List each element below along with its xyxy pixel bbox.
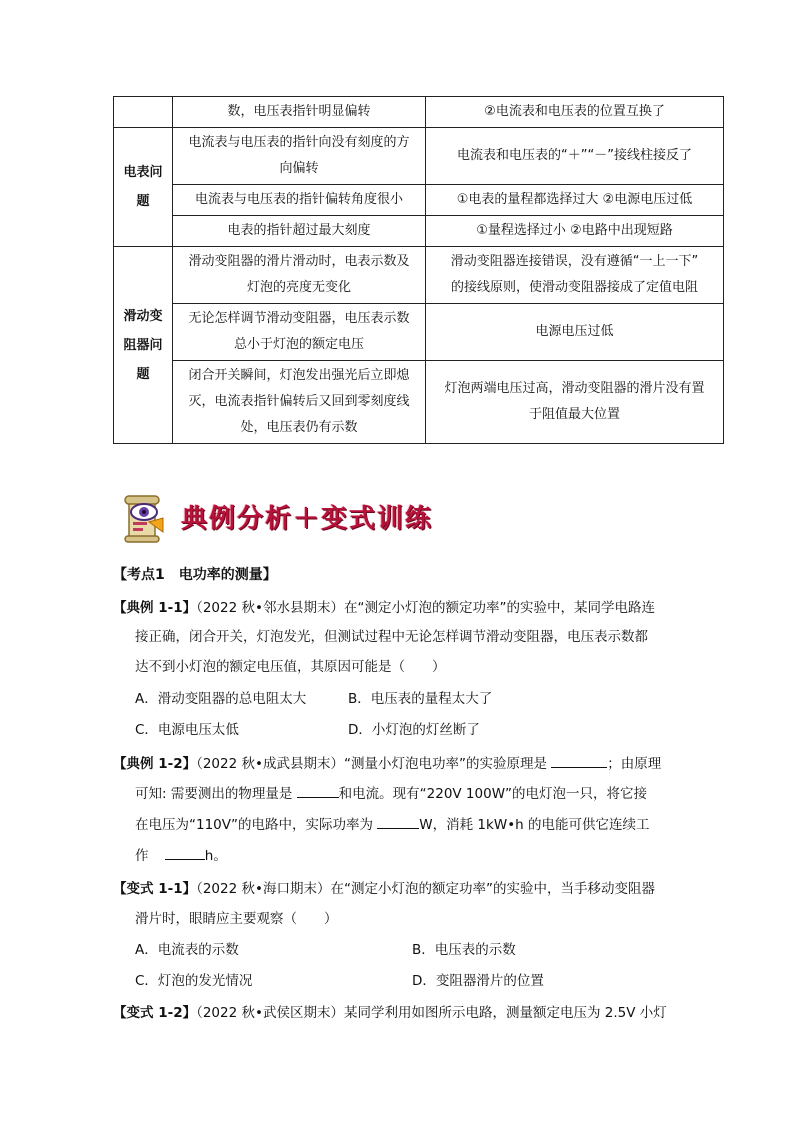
category-text: 电表问 xyxy=(123,165,163,180)
cell-text: 滑动变阻器的滑片滑动时，电表示数及 xyxy=(188,254,410,269)
example-1-2-line3 xyxy=(135,814,650,835)
answer-blank xyxy=(377,814,419,829)
table-cell xyxy=(426,97,724,128)
cell-text: 电流表和电压表的“＋”“－”接线柱接反了 xyxy=(457,148,692,163)
cell-text: 滑动变阻器连接错误，没有遵循“一上一下” xyxy=(450,254,699,269)
answer-blank xyxy=(297,783,339,798)
example-label: 【典例 1-2】 xyxy=(113,756,197,772)
cell-text: 的接线原则，使滑动变阻器接成了定值电阻 xyxy=(450,280,698,295)
option-a: A．滑动变阻器的总电阻太大 xyxy=(135,691,307,707)
category-text: 阻器问 xyxy=(123,337,163,353)
question-text: ；由原理 xyxy=(607,756,662,772)
table-row xyxy=(114,304,724,361)
example-1-2-line4 xyxy=(135,845,227,866)
example-1-2-line2 xyxy=(135,783,647,804)
variant-label: 【变式 1-1】 xyxy=(113,881,197,897)
table-row xyxy=(114,185,724,216)
table-cell xyxy=(114,97,173,128)
cell-text: 电表的指针超过最大刻度 xyxy=(227,223,371,238)
table-cell xyxy=(173,361,426,444)
question-text: （2022 秋•邻水县期末）在“测定小灯泡的额定功率”的实验中，某同学电路连 xyxy=(196,600,655,616)
variant-1-1-line1 xyxy=(113,879,655,899)
table-row xyxy=(114,361,724,444)
category-cell-meter xyxy=(114,128,173,247)
scroll-eye-icon xyxy=(119,492,169,544)
example-1-1-line1 xyxy=(113,598,655,618)
cell-text: 于阻值最大位置 xyxy=(528,407,620,422)
question-text: 和电流。现有“220V 100W”的电灯泡一只，将它接 xyxy=(338,786,648,802)
cell-text: 灯泡的亮度无变化 xyxy=(246,280,351,295)
cell-text: 总小于灯泡的额定电压 xyxy=(233,337,364,352)
table-cell xyxy=(426,216,724,247)
table-row xyxy=(114,247,724,304)
option-b: B．电压表的量程太大了 xyxy=(348,691,493,707)
table-cell xyxy=(173,216,426,247)
category-text: 题 xyxy=(136,194,150,209)
banner-title: 典例分析＋变式训练 xyxy=(181,504,434,534)
question-text: 可知: 需要测出的物理量是 xyxy=(135,786,293,802)
table-cell xyxy=(173,304,426,361)
table-cell xyxy=(173,185,426,216)
table-row xyxy=(114,97,724,128)
option-b: B．电压表的示数 xyxy=(412,942,516,958)
section-heading: 【考点1 电功率的测量】 xyxy=(113,567,277,583)
question-text: （2022 秋•武侯区期末）某同学利用如图所示电路，测量额定电压为 2.5V 小灯 xyxy=(196,1005,667,1021)
cell-text: 闭合开关瞬间，灯泡发出强光后立即熄 xyxy=(188,368,410,383)
cell-text: 向偏转 xyxy=(279,161,319,176)
variant-label: 【变式 1-2】 xyxy=(113,1005,197,1021)
category-text: 题 xyxy=(136,366,150,382)
option-a: A．电流表的示数 xyxy=(135,942,239,958)
question-text: 作 xyxy=(135,848,149,864)
question-text: 达不到小灯泡的额定电压值，其原因可能是（ ） xyxy=(135,659,446,675)
cell-text: ①电表的量程都选择过大 ②电源电压过低 xyxy=(456,192,693,207)
option-c: C．灯泡的发光情况 xyxy=(135,973,253,989)
question-text: （2022 秋•海口期末）在“测定小灯泡的额定功率”的实验中，当手移动变阻器 xyxy=(196,881,655,897)
cell-text: ①量程选择过小 ②电路中出现短路 xyxy=(476,223,673,238)
table-cell xyxy=(173,247,426,304)
table-cell xyxy=(426,185,724,216)
option-d: D．变阻器滑片的位置 xyxy=(412,973,544,989)
table-cell xyxy=(426,128,724,185)
table-row xyxy=(114,216,724,247)
question-text: 在电压为“110V”的电路中，实际功率为 xyxy=(135,817,373,833)
table-cell xyxy=(426,361,724,444)
category-text: 滑动变 xyxy=(123,308,163,324)
question-text: h。 xyxy=(204,848,227,864)
example-label: 【典例 1-1】 xyxy=(113,600,197,616)
cell-text: 电源电压过低 xyxy=(535,324,614,339)
cell-text: ②电流表和电压表的位置互换了 xyxy=(484,104,665,119)
cell-text: 无论怎样调节滑动变阻器，电压表示数 xyxy=(188,311,410,326)
answer-blank xyxy=(165,845,205,860)
cell-text: 灭，电流表指针偏转后又回到零刻度线 xyxy=(188,394,410,409)
cell-text: 电流表与电压表的指针偏转角度很小 xyxy=(194,192,403,207)
question-text: （2022 秋•成武县期末）“测量小灯泡电功率”的实验原理是 xyxy=(196,756,547,772)
question-text: W，消耗 1kW•h 的电能可供它连续工 xyxy=(419,817,650,833)
option-d: D．小灯泡的灯丝断了 xyxy=(348,722,480,738)
answer-blank xyxy=(551,753,607,768)
table-cell xyxy=(426,304,724,361)
table-cell xyxy=(173,128,426,185)
cell-text: 处，电压表仍有示数 xyxy=(240,420,358,435)
cell-text: 电流表与电压表的指针向没有刻度的方 xyxy=(188,135,410,150)
section-banner xyxy=(119,490,459,546)
variant-1-2-line1 xyxy=(113,1003,667,1023)
table-cell xyxy=(173,97,426,128)
option-c: C．电源电压太低 xyxy=(135,722,239,738)
question-text: 滑片时，眼睛应主要观察（ ） xyxy=(135,911,338,927)
table-row xyxy=(114,128,724,185)
question-text: 接正确，闭合开关，灯泡发光，但测试过程中无论怎样调节滑动变阻器，电压表示数都 xyxy=(135,629,648,645)
example-1-2-line1 xyxy=(113,753,661,774)
troubleshooting-table xyxy=(113,96,724,444)
cell-text: 灯泡两端电压过高，滑动变阻器的滑片没有置 xyxy=(444,381,705,396)
category-cell-rheostat xyxy=(114,247,173,444)
cell-text: 数，电压表指针明显偏转 xyxy=(227,104,371,119)
table-cell xyxy=(426,247,724,304)
